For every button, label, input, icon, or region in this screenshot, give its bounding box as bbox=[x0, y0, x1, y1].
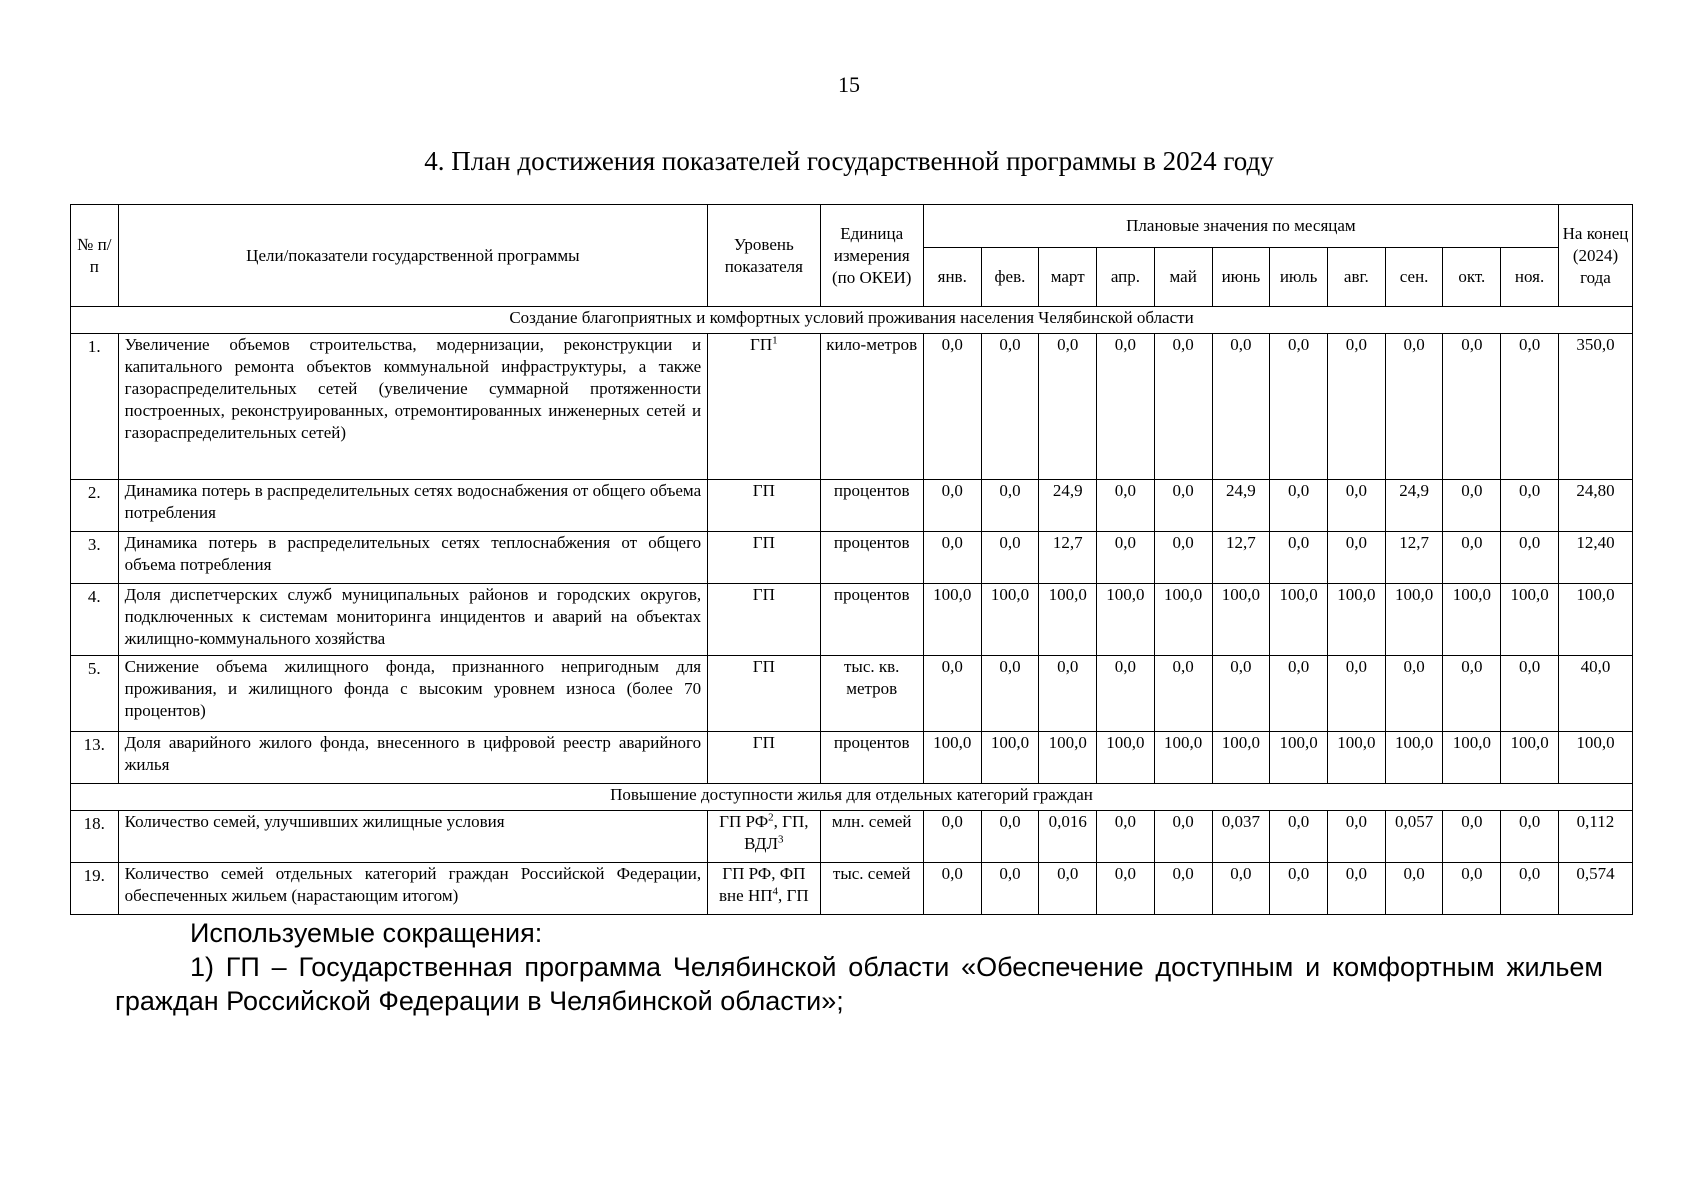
monthly-value: 0,0 bbox=[1385, 656, 1443, 732]
monthly-value: 0,0 bbox=[1097, 334, 1155, 480]
monthly-value: 100,0 bbox=[1039, 732, 1097, 784]
row-number: 3. bbox=[71, 532, 119, 584]
monthly-value: 100,0 bbox=[981, 584, 1039, 656]
level-text: ГП bbox=[750, 335, 773, 354]
monthly-value: 0,0 bbox=[1501, 811, 1559, 863]
monthly-value: 0,0 bbox=[1039, 863, 1097, 915]
indicator-name: Динамика потерь в распределительных сетях теплоснабжения от общего объема потребления bbox=[118, 532, 708, 584]
level-text: ГП РФ bbox=[719, 812, 769, 831]
footnote-mark: 2 bbox=[768, 811, 774, 824]
level-text: , ГП bbox=[778, 886, 809, 905]
indicator-level bbox=[708, 863, 820, 915]
unit-of-measure: процентов bbox=[820, 584, 923, 656]
level-text: ГП РФ, ФП вне НП bbox=[719, 864, 806, 905]
monthly-value: 0,0 bbox=[1443, 811, 1501, 863]
header-level: Уровень показателя bbox=[708, 205, 820, 307]
monthly-value: 0,0 bbox=[1443, 532, 1501, 584]
monthly-value: 100,0 bbox=[1154, 732, 1212, 784]
monthly-value: 100,0 bbox=[1501, 732, 1559, 784]
monthly-value: 100,0 bbox=[1501, 584, 1559, 656]
row-number: 5. bbox=[71, 656, 119, 732]
table-row bbox=[71, 732, 1633, 784]
table-row bbox=[71, 656, 1633, 732]
monthly-value: 0,0 bbox=[981, 811, 1039, 863]
level-text: ГП bbox=[752, 585, 775, 604]
monthly-value: 12,7 bbox=[1039, 532, 1097, 584]
monthly-value: 100,0 bbox=[1270, 732, 1328, 784]
document-title: 4. План достижения показателей государственной программы в 2024 году bbox=[424, 146, 1274, 176]
end-of-year-value: 0,112 bbox=[1558, 811, 1632, 863]
monthly-value: 0,0 bbox=[1501, 532, 1559, 584]
month-header: янв. bbox=[923, 248, 981, 307]
row-number: 2. bbox=[71, 480, 119, 532]
monthly-value: 100,0 bbox=[1385, 732, 1443, 784]
row-number: 1. bbox=[71, 334, 119, 480]
unit-of-measure: млн. семей bbox=[820, 811, 923, 863]
monthly-value: 100,0 bbox=[1443, 732, 1501, 784]
month-header: авг. bbox=[1328, 248, 1386, 307]
end-of-year-value: 0,574 bbox=[1558, 863, 1632, 915]
table-row bbox=[71, 584, 1633, 656]
monthly-value: 100,0 bbox=[1212, 732, 1270, 784]
footnote-mark: 4 bbox=[772, 885, 779, 898]
monthly-value: 0,0 bbox=[1097, 811, 1155, 863]
indicator-level bbox=[708, 732, 820, 784]
header-unit: Единица измерения (по ОКЕИ) bbox=[820, 205, 923, 307]
table-row bbox=[71, 480, 1633, 532]
monthly-value: 0,0 bbox=[1270, 532, 1328, 584]
section-row bbox=[71, 307, 1633, 334]
monthly-value: 0,0 bbox=[1154, 334, 1212, 480]
month-header: июнь bbox=[1212, 248, 1270, 307]
indicator-name: Доля диспетчерских служб муниципальных районов и городских округов, подключенных к системам мониторинга инцидентов и аварий на объектах жилищно-коммунального хозяйства bbox=[118, 584, 708, 656]
row-number: 4. bbox=[71, 584, 119, 656]
unit-of-measure: процентов bbox=[820, 732, 923, 784]
monthly-value: 0,0 bbox=[1270, 863, 1328, 915]
unit-of-measure: процентов bbox=[820, 532, 923, 584]
monthly-value: 0,0 bbox=[981, 334, 1039, 480]
indicator-level bbox=[708, 584, 820, 656]
month-header: май bbox=[1154, 248, 1212, 307]
indicator-name: Снижение объема жилищного фонда, признанного непригодным для проживания, и жилищного фонда с высоким уровнем износа (более 70 процентов) bbox=[118, 656, 708, 732]
row-number: 19. bbox=[71, 863, 119, 915]
monthly-value: 0,0 bbox=[923, 811, 981, 863]
monthly-value: 0,0 bbox=[1328, 532, 1386, 584]
monthly-value: 0,0 bbox=[1443, 863, 1501, 915]
monthly-value: 0,016 bbox=[1039, 811, 1097, 863]
monthly-value: 0,0 bbox=[981, 532, 1039, 584]
month-header: ноя. bbox=[1501, 248, 1559, 307]
monthly-value: 0,0 bbox=[981, 480, 1039, 532]
header-goal: Цели/показатели государственной программы bbox=[118, 205, 708, 307]
unit-of-measure: кило-метров bbox=[820, 334, 923, 480]
monthly-value: 0,0 bbox=[1097, 863, 1155, 915]
monthly-value: 24,9 bbox=[1385, 480, 1443, 532]
header-end-of-year: На конец (2024) года bbox=[1558, 205, 1632, 307]
table-row bbox=[71, 863, 1633, 915]
indicator-level bbox=[708, 811, 820, 863]
monthly-value: 0,0 bbox=[1328, 480, 1386, 532]
monthly-value: 0,0 bbox=[1039, 656, 1097, 732]
month-header: фев. bbox=[981, 248, 1039, 307]
end-of-year-value: 24,80 bbox=[1558, 480, 1632, 532]
monthly-value: 0,0 bbox=[1501, 480, 1559, 532]
monthly-value: 0,0 bbox=[1328, 334, 1386, 480]
indicator-level bbox=[708, 480, 820, 532]
monthly-value: 0,0 bbox=[1501, 863, 1559, 915]
indicator-name: Доля аварийного жилого фонда, внесенного в цифровой реестр аварийного жилья bbox=[118, 732, 708, 784]
monthly-value: 0,0 bbox=[1039, 334, 1097, 480]
indicator-name: Увеличение объемов строительства, модернизации, реконструкции и капитального ремонта объектов коммунальной инфраструктуры, а также газораспределительных сетей (увеличение суммарной протяженности построенных, реконструированных, отремонтированных инженерных сетей и газораспределительных сетей) bbox=[118, 334, 708, 480]
level-text: ГП bbox=[752, 657, 775, 676]
table-row bbox=[71, 532, 1633, 584]
monthly-value: 0,0 bbox=[1443, 656, 1501, 732]
indicators-table bbox=[70, 204, 1633, 915]
monthly-value: 0,037 bbox=[1212, 811, 1270, 863]
monthly-value: 0,0 bbox=[1270, 480, 1328, 532]
monthly-value: 100,0 bbox=[1212, 584, 1270, 656]
monthly-value: 0,0 bbox=[1385, 334, 1443, 480]
unit-of-measure: тыс. семей bbox=[820, 863, 923, 915]
monthly-value: 0,0 bbox=[923, 656, 981, 732]
monthly-value: 0,0 bbox=[1212, 656, 1270, 732]
header-months-group: Плановые значения по месяцам bbox=[923, 205, 1558, 248]
monthly-value: 100,0 bbox=[1097, 732, 1155, 784]
monthly-value: 0,0 bbox=[923, 334, 981, 480]
monthly-value: 100,0 bbox=[1039, 584, 1097, 656]
monthly-value: 0,0 bbox=[1443, 480, 1501, 532]
monthly-value: 100,0 bbox=[1154, 584, 1212, 656]
table-row bbox=[71, 811, 1633, 863]
monthly-value: 0,0 bbox=[981, 863, 1039, 915]
abbreviations-heading: Используемые сокращения: bbox=[190, 918, 543, 948]
monthly-value: 0,0 bbox=[981, 656, 1039, 732]
month-header: март bbox=[1039, 248, 1097, 307]
monthly-value: 100,0 bbox=[1385, 584, 1443, 656]
monthly-value: 0,0 bbox=[1154, 811, 1212, 863]
table-row bbox=[71, 334, 1633, 480]
monthly-value: 100,0 bbox=[1328, 584, 1386, 656]
indicator-level bbox=[708, 334, 820, 480]
end-of-year-value: 350,0 bbox=[1558, 334, 1632, 480]
monthly-value: 0,0 bbox=[1212, 334, 1270, 480]
monthly-value: 0,0 bbox=[1270, 334, 1328, 480]
monthly-value: 100,0 bbox=[1328, 732, 1386, 784]
monthly-value: 0,0 bbox=[923, 863, 981, 915]
monthly-value: 0,0 bbox=[1270, 811, 1328, 863]
monthly-value: 0,0 bbox=[1501, 334, 1559, 480]
monthly-value: 0,0 bbox=[1154, 863, 1212, 915]
monthly-value: 0,057 bbox=[1385, 811, 1443, 863]
monthly-value: 0,0 bbox=[923, 480, 981, 532]
indicator-level bbox=[708, 656, 820, 732]
section-title: Создание благоприятных и комфортных условий проживания населения Челябинской области bbox=[71, 307, 1633, 334]
abbreviation-item: 1) ГП – Государственная программа Челябинской области «Обеспечение доступным и комфортным жильем граждан Российской Федерации в Челябинской области»; bbox=[115, 952, 1603, 1016]
monthly-value: 0,0 bbox=[1443, 334, 1501, 480]
unit-of-measure: процентов bbox=[820, 480, 923, 532]
monthly-value: 0,0 bbox=[923, 532, 981, 584]
page-number: 15 bbox=[838, 72, 860, 97]
monthly-value: 0,0 bbox=[1328, 811, 1386, 863]
table-body bbox=[71, 307, 1633, 915]
header-num: № п/п bbox=[71, 205, 119, 307]
month-header: окт. bbox=[1443, 248, 1501, 307]
row-number: 13. bbox=[71, 732, 119, 784]
month-header: апр. bbox=[1097, 248, 1155, 307]
unit-of-measure: тыс. кв. метров bbox=[820, 656, 923, 732]
monthly-value: 0,0 bbox=[1097, 532, 1155, 584]
indicator-name: Количество семей, улучшивших жилищные условия bbox=[118, 811, 708, 863]
indicator-level bbox=[708, 532, 820, 584]
end-of-year-value: 12,40 bbox=[1558, 532, 1632, 584]
month-header: сен. bbox=[1385, 248, 1443, 307]
level-text: , ГП, ВДЛ bbox=[744, 812, 809, 853]
level-text: ГП bbox=[752, 533, 775, 552]
monthly-value: 0,0 bbox=[1154, 532, 1212, 584]
end-of-year-value: 100,0 bbox=[1558, 584, 1632, 656]
monthly-value: 0,0 bbox=[1501, 656, 1559, 732]
monthly-value: 100,0 bbox=[1443, 584, 1501, 656]
monthly-value: 0,0 bbox=[1097, 656, 1155, 732]
monthly-value: 12,7 bbox=[1385, 532, 1443, 584]
monthly-value: 0,0 bbox=[1097, 480, 1155, 532]
indicator-name: Количество семей отдельных категорий граждан Российской Федерации, обеспеченных жильем (нарастающим итогом) bbox=[118, 863, 708, 915]
monthly-value: 100,0 bbox=[1097, 584, 1155, 656]
level-text: ГП bbox=[752, 733, 775, 752]
month-header: июль bbox=[1270, 248, 1328, 307]
monthly-value: 12,7 bbox=[1212, 532, 1270, 584]
table-header-row bbox=[71, 205, 1633, 248]
monthly-value: 100,0 bbox=[923, 732, 981, 784]
monthly-value: 0,0 bbox=[1154, 480, 1212, 532]
monthly-value: 0,0 bbox=[1328, 863, 1386, 915]
footnote-mark: 3 bbox=[778, 833, 784, 846]
end-of-year-value: 40,0 bbox=[1558, 656, 1632, 732]
monthly-value: 100,0 bbox=[923, 584, 981, 656]
section-row bbox=[71, 784, 1633, 811]
monthly-value: 0,0 bbox=[1154, 656, 1212, 732]
monthly-value: 0,0 bbox=[1328, 656, 1386, 732]
row-number: 18. bbox=[71, 811, 119, 863]
monthly-value: 100,0 bbox=[981, 732, 1039, 784]
footnote-mark: 1 bbox=[772, 334, 778, 347]
monthly-value: 100,0 bbox=[1270, 584, 1328, 656]
section-title: Повышение доступности жилья для отдельных категорий граждан bbox=[71, 784, 1633, 811]
monthly-value: 0,0 bbox=[1270, 656, 1328, 732]
end-of-year-value: 100,0 bbox=[1558, 732, 1632, 784]
monthly-value: 0,0 bbox=[1212, 863, 1270, 915]
level-text: ГП bbox=[752, 481, 775, 500]
monthly-value: 24,9 bbox=[1212, 480, 1270, 532]
indicator-name: Динамика потерь в распределительных сетях водоснабжения от общего объема потребления bbox=[118, 480, 708, 532]
monthly-value: 0,0 bbox=[1385, 863, 1443, 915]
monthly-value: 24,9 bbox=[1039, 480, 1097, 532]
